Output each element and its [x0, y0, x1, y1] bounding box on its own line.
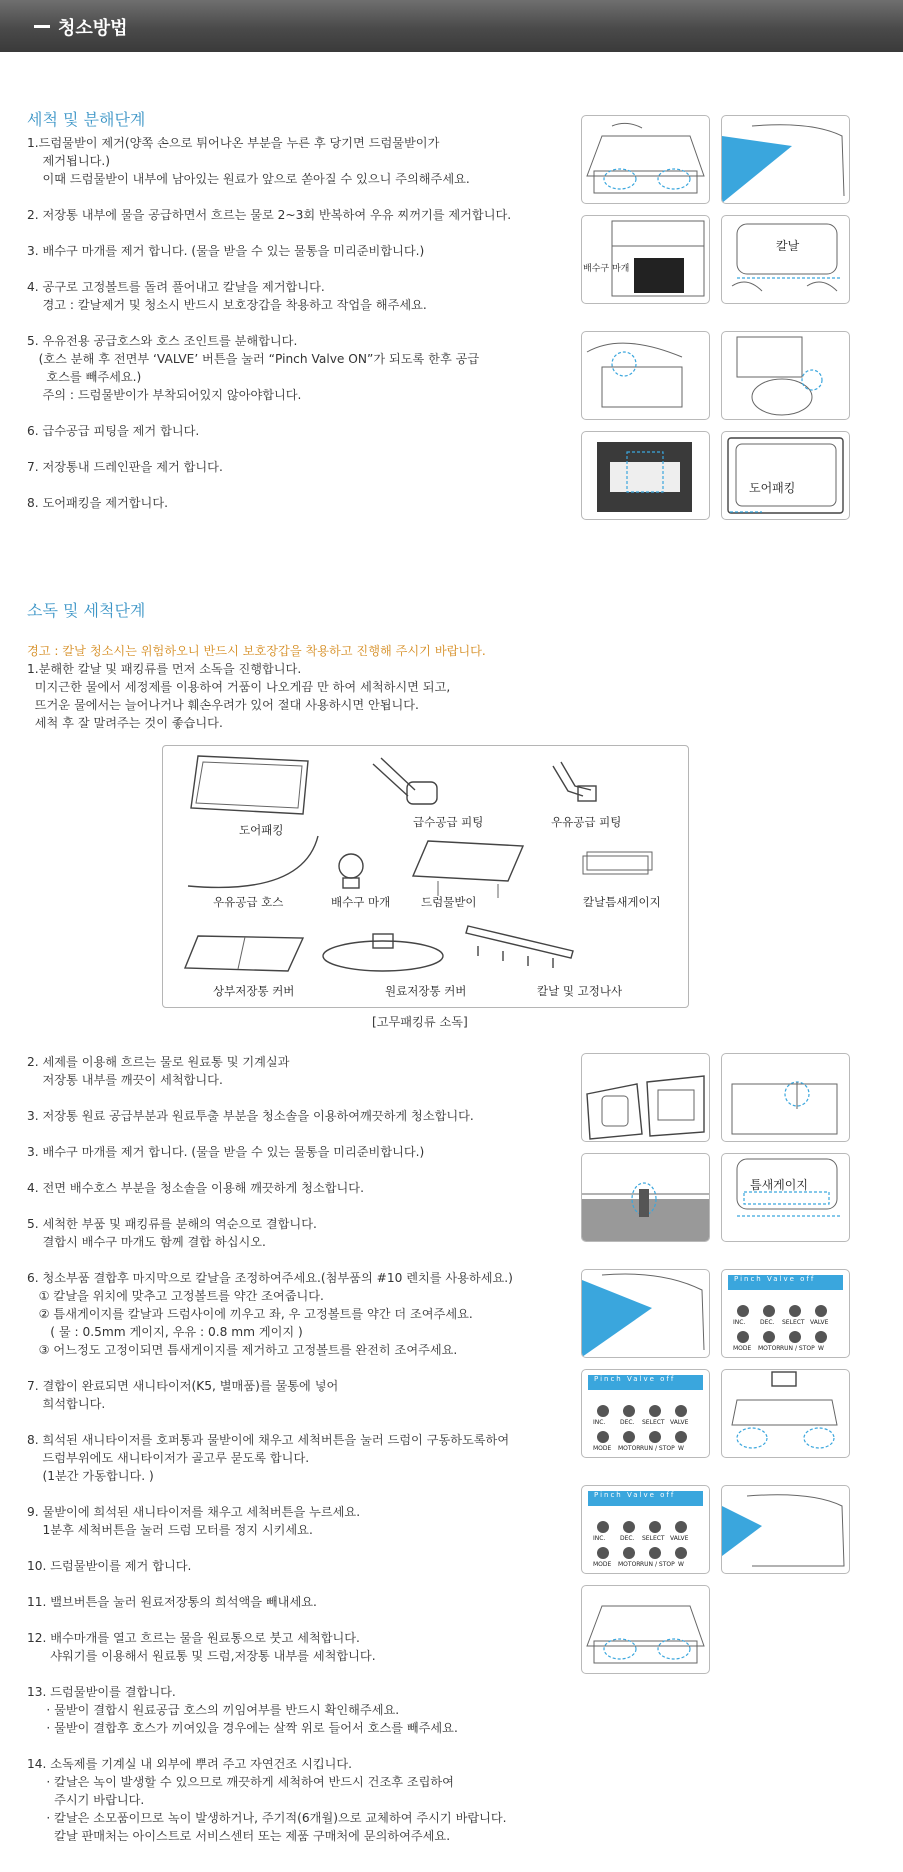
part-blade-gap-gauge: 칼날틈새게이지 [583, 895, 661, 909]
panel-key-inc-1: INC. [733, 1319, 746, 1326]
disassembly-step-2: 2. 저장통 내부에 물을 공급하면서 흐르는 물로 2~3회 반복하여 우유 찌꺼기를 제거합니다. [27, 208, 512, 222]
disassembly-step-6: 6. 급수공급 피팅을 제거 합니다. [27, 424, 200, 438]
panel-key-motor-2: MOTOR [618, 1445, 641, 1452]
panel-key-mode-3: MODE [593, 1561, 612, 1568]
panel-status-2: Pinch Valve off [594, 1375, 676, 1383]
gap-gauge-photo [721, 1153, 850, 1242]
page-header [0, 0, 903, 52]
panel-status-1: Pinch Valve off [734, 1275, 816, 1283]
disinfection-step-14: 14. 소독제를 기계실 내 외부에 뿌려 주고 자연건조 시킵니다. · 칼날은 녹이 발생할 수 있으므로 깨끗하게 세척하여 반드시 건조후 조립하여 주시기 바랍니다. · 칼날은 소모품이므로 녹이 발생하거나, 주기적(6개월)으로 교체하여 주시기 바랍니다. 칼날 판매처는 아이스트로 서비스센터 또는 제품 구매처에 문의하여주세요. [27, 1757, 507, 1843]
part-blade-and-screws: 칼날 및 고정나사 [537, 984, 623, 998]
disassembly-step-5: 5. 우유전용 공급호스와 호스 조인트를 분해합니다. (호스 분해 후 전면부 ‘VALVE’ 버튼을 눌러 “Pinch Valve ON”가 되도록 한후 공급 호스를 빼주세요.) 주의 : 드럼물받이가 부착되어있지 않아야합니다. [27, 334, 480, 402]
panel-key-inc-2: INC. [593, 1419, 606, 1426]
disassembly-step-8: 8. 도어패킹을 제거합니다. [27, 496, 168, 510]
panel-key-select-2: SELECT [642, 1419, 665, 1426]
panel-key-run-stop-2: RUN / STOP [640, 1445, 675, 1452]
drain-cap-photo [581, 215, 710, 304]
drum-tray-removal-photo [581, 115, 710, 204]
panel-key-run-stop-1: RUN / STOP [780, 1345, 815, 1352]
supply-fitting-photo [721, 331, 850, 420]
disinfection-step-3a: 3. 저장통 원료 공급부분과 원료투출 부분을 청소솔을 이용하여깨끗하게 청소합니다. [27, 1109, 474, 1123]
section-title-disassembly: 세척 및 분해단계 [27, 110, 146, 129]
supply-port-photo [721, 1053, 850, 1142]
panel-key-motor-3: MOTOR [618, 1561, 641, 1568]
part-milk-supply-fitting: 우유공급 피팅 [551, 815, 622, 829]
disassembly-step-1: 1.드럼물받이 제거(양쪽 손으로 튀어나온 부분을 누른 후 당기면 드럼물받이가 제거됩니다.) 이때 드럼물받이 내부에 남아있는 원료가 앞으로 쏟아질 수 있으니 주의해주세요. [27, 136, 470, 186]
photo-label-gap-gauge: 틈새게이지 [750, 1178, 808, 1192]
disinfection-step-12: 12. 배수마개를 열고 흐르는 물을 원료통으로 붓고 세척합니다. 샤워기를 이용해서 원료통 및 드럼,저장통 내부를 세척합니다. [27, 1631, 376, 1663]
part-door-packing: 도어패킹 [239, 823, 284, 837]
section-title-disinfection: 소독 및 세척단계 [27, 601, 146, 620]
part-drum-tray: 드럼물받이 [421, 895, 477, 909]
drain-hose-brush-photo [581, 1153, 710, 1242]
disassembly-step-7: 7. 저장통내 드레인판을 제거 합니다. [27, 460, 223, 474]
tank-interior-photo [581, 1053, 710, 1142]
parts-panel [162, 745, 689, 1008]
panel-key-run-stop-3: RUN / STOP [640, 1561, 675, 1568]
drum-tray-attach-photo [581, 1585, 710, 1674]
disinfection-step-10: 10. 드럼물받이를 제거 합니다. [27, 1559, 192, 1573]
panel-key-valve-3: VALVE [670, 1535, 689, 1542]
disinfection-intro: 1.분해한 칼날 및 패킹류를 먼저 소독을 진행합니다. 미지근한 물에서 세정제를 이용하여 거품이 나오게끔 만 하여 세척하시면 되고, 뜨거운 물에서는 늘어나거나 훼손우려가 있어 절대 사용하시면 안됩니다. 세척 후 잘 말려주는 것이 좋습니다. [27, 662, 451, 730]
panel-key-valve-2: VALVE [670, 1419, 689, 1426]
panel-key-dec-1: DEC. [760, 1319, 775, 1326]
photo-label-door-packing: 도어패킹 [749, 481, 796, 495]
disinfection-step-8: 8. 희석된 새니타이저를 호퍼통과 물받이에 채우고 세척버튼을 눌러 드럼이 구동하도록하여 드럼부위에도 새니타이저가 골고루 묻도록 합니다. (1분간 가동합니다. ) [27, 1433, 510, 1483]
panel-key-mode-2: MODE [593, 1445, 612, 1452]
disassembly-step-3: 3. 배수구 마개를 제거 합니다. (물을 받을 수 있는 물통을 미리준비합니다.) [27, 244, 425, 258]
control-panel-photo-3 [581, 1485, 710, 1574]
disinfection-step-3b: 3. 배수구 마개를 제거 합니다. (물을 받을 수 있는 물통을 미리준비합니다.) [27, 1145, 425, 1159]
disinfection-step-4: 4. 전면 배수호스 부분을 청소솔을 이용해 깨끗하게 청소합니다. [27, 1181, 364, 1195]
panel-key-select-1: SELECT [782, 1319, 805, 1326]
panel-key-dec-2: DEC. [620, 1419, 635, 1426]
disassembly-step-4: 4. 공구로 고정볼트를 돌려 풀어내고 칼날을 제거합니다. 경고 : 칼날제거 및 청소시 반드시 보호장갑을 착용하고 작업을 해주세요. [27, 280, 427, 312]
blade-warning-text: 경고 : 칼날 청소시는 위험하오니 반드시 보호장갑을 착용하고 진행해 주시기 바랍니다. [27, 644, 486, 658]
photo-label-blade: 칼날 [776, 239, 800, 253]
panel-key-dec-3: DEC. [620, 1535, 635, 1542]
part-water-supply-fitting: 급수공급 피팅 [413, 815, 484, 829]
disinfection-step-7: 7. 결합이 완료되면 새니타이저(K5, 별매품)를 물통에 넣어 희석합니다. [27, 1379, 339, 1411]
blade-removal-photo [721, 215, 850, 304]
panel-key-mode-1: MODE [733, 1345, 752, 1352]
part-material-tank-cover: 원료저장통 커버 [385, 984, 467, 998]
drum-run-photo [721, 1369, 850, 1458]
disinfection-step-11: 11. 밸브버튼을 눌러 원료저장통의 희석액을 빼내세요. [27, 1595, 317, 1609]
panel-key-w-2: W [678, 1445, 684, 1452]
panel-key-w-3: W [678, 1561, 684, 1568]
panel-key-w-1: W [818, 1345, 824, 1352]
disinfection-step-6: 6. 청소부품 결합후 마지막으로 칼날을 조정하여주세요.(첨부품의 #10 렌치를 사용하세요.) ① 칼날을 위치에 맞추고 고정볼트를 약간 조여줍니다. ② 틈새게이지를 칼날과 드럼사이에 끼우고 좌, 우 고정볼트를 약간 더 조여주세요. ( 물 : 0.5mm 게이지, 우유 : 0.8 mm 게이지 ) ③ 어느정도 고정이되면 틈새게이지를 제거하고 고정볼트를 완전히 조여주세요. [27, 1271, 513, 1357]
drum-tray-blue-photo-2 [721, 1485, 850, 1574]
panel-key-inc-3: INC. [593, 1535, 606, 1542]
header-dash-icon [34, 25, 50, 28]
part-upper-tank-cover: 상부저장통 커버 [213, 984, 295, 998]
drum-tray-blue-photo [721, 115, 850, 204]
disinfection-step-9: 9. 물받이에 희석된 새니타이저를 채우고 세척버튼을 누르세요. 1분후 세척버튼을 눌러 드럼 모터를 정지 시키세요. [27, 1505, 361, 1537]
panel-key-select-3: SELECT [642, 1535, 665, 1542]
disinfection-step-5: 5. 세척한 부품 및 패킹류를 분해의 역순으로 결합니다. 결합시 배수구 마개도 함께 결합 하십시오. [27, 1217, 317, 1249]
door-packing-photo [721, 431, 850, 520]
blade-adjust-photo [581, 1269, 710, 1358]
photo-label-drain-cap: 배수구 마개 [583, 264, 630, 274]
drain-plate-photo [581, 431, 710, 520]
control-panel-photo-2 [581, 1369, 710, 1458]
part-milk-supply-hose: 우유공급 호스 [213, 895, 284, 909]
part-drain-cap: 배수구 마개 [331, 895, 391, 909]
hose-joint-photo [581, 331, 710, 420]
panel-key-motor-1: MOTOR [758, 1345, 781, 1352]
control-panel-photo-1 [721, 1269, 850, 1358]
panel-key-valve-1: VALVE [810, 1319, 829, 1326]
panel-status-3: Pinch Valve off [594, 1491, 676, 1499]
disinfection-step-13: 13. 드럼물받이를 결합니다. · 물받이 결합시 원료공급 호스의 끼임여부를 반드시 확인해주세요. · 물받이 결합후 호스가 끼여있을 경우에는 살짝 위로 들어서 호스를 빼주세요. [27, 1685, 458, 1735]
page-title: 청소방법 [58, 18, 128, 39]
parts-caption: [고무패킹류 소독] [372, 1015, 468, 1029]
disinfection-step-2: 2. 세제를 이용해 흐르는 물로 원료통 및 기계실과 저장통 내부를 깨끗이 세척합니다. [27, 1055, 290, 1087]
